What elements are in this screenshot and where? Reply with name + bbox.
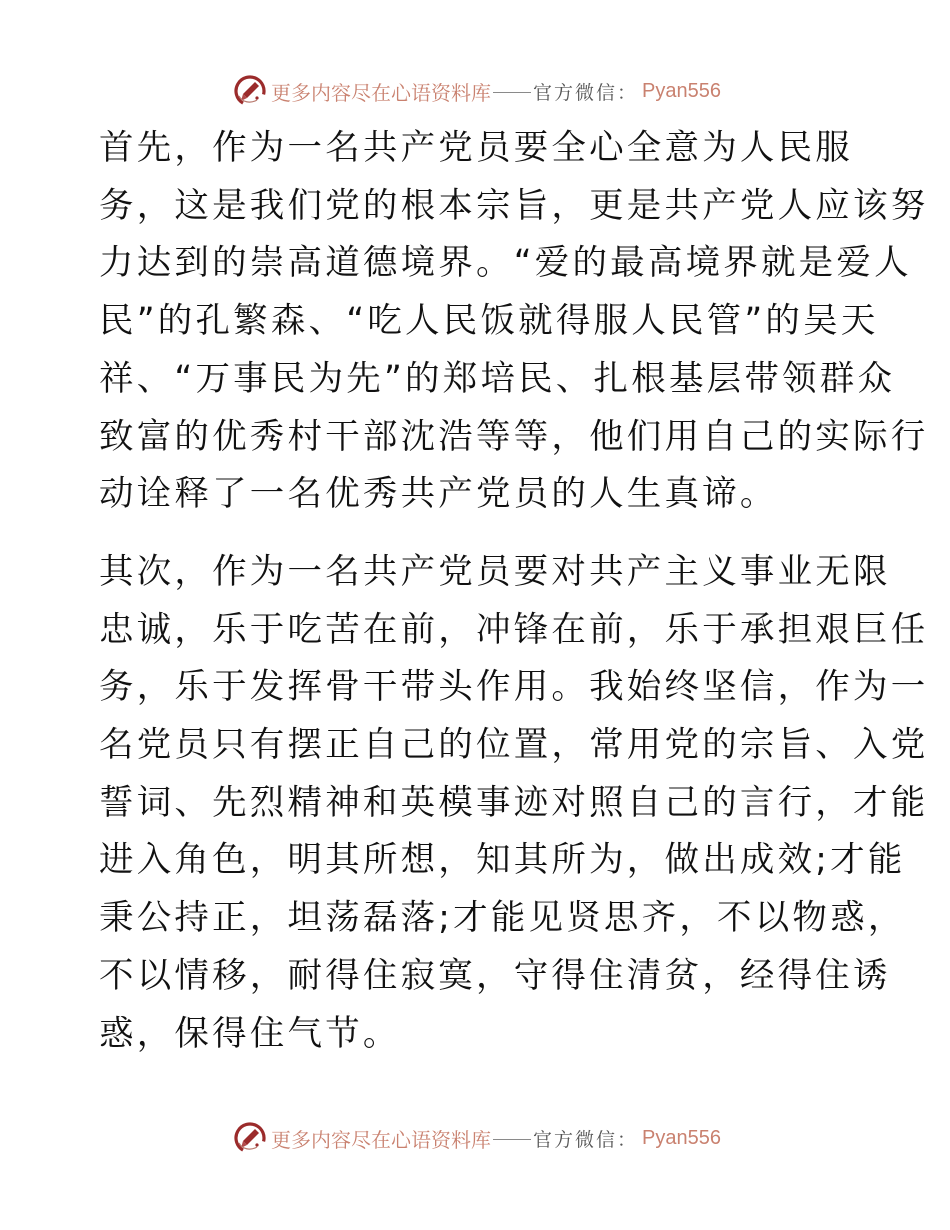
header-watermark: [233, 71, 721, 111]
text-line: 惑，保得住气节。: [99, 1013, 401, 1054]
document-body: [99, 120, 929, 1063]
watermark-wechat-label: 官方微信：: [533, 81, 639, 104]
watermark-brand-text: 更多内容尽在心语资料库: [271, 1127, 491, 1152]
text-line: 名党员只有摆正自己的位置，常用党的宗旨、入党: [99, 725, 929, 766]
footer-watermark: [233, 1118, 721, 1158]
watermark-account-id: Pyan556: [642, 1126, 721, 1149]
text-line: 民”的孔繁森、“吃人民饭就得服人民管”的吴天: [99, 301, 879, 342]
text-line: 动诠释了一名优秀共产党员的人生真谛。: [99, 474, 778, 515]
text-line: 不以情移，耐得住寂寞，守得住清贫，经得住诱: [99, 955, 891, 996]
watermark-account-id: Pyan556: [642, 79, 721, 102]
watermark-separator: [493, 1139, 531, 1140]
pen-nib-logo-icon: [233, 1121, 267, 1155]
text-line: 务，乐于发挥骨干带头作用。我始终坚信，作为一: [99, 667, 929, 708]
text-line: 祥、“万事民为先”的郑培民、扎根基层带领群众: [99, 358, 896, 399]
text-line: 致富的优秀村干部沈浩等等，他们用自己的实际行: [99, 416, 929, 457]
paragraph-1: [99, 120, 929, 524]
text-line: 秉公持正，坦荡磊落;才能见贤思齐，不以物惑，: [99, 898, 906, 939]
watermark-wechat-label: 官方微信：: [533, 1128, 639, 1151]
watermark-separator: [493, 92, 531, 93]
text-line: 其次，作为一名共产党员要对共产主义事业无限: [99, 551, 891, 592]
watermark-brand-text: 更多内容尽在心语资料库: [271, 80, 491, 105]
pen-nib-logo-icon: [233, 74, 267, 108]
text-line: 忠诚，乐于吃苦在前，冲锋在前，乐于承担艰巨任: [99, 609, 929, 650]
text-line: 务，这是我们党的根本宗旨，更是共产党人应该努: [99, 185, 929, 226]
text-line: 力达到的崇高道德境界。“爱的最高境界就是爱人: [99, 243, 912, 284]
text-line: 誓词、先烈精神和英模事迹对照自己的言行，才能: [99, 782, 929, 823]
text-line: 进入角色，明其所想，知其所为，做出成效;才能: [99, 840, 906, 881]
paragraph-2: [99, 544, 929, 1063]
text-line: 首先，作为一名共产党员要全心全意为人民服: [99, 128, 853, 168]
